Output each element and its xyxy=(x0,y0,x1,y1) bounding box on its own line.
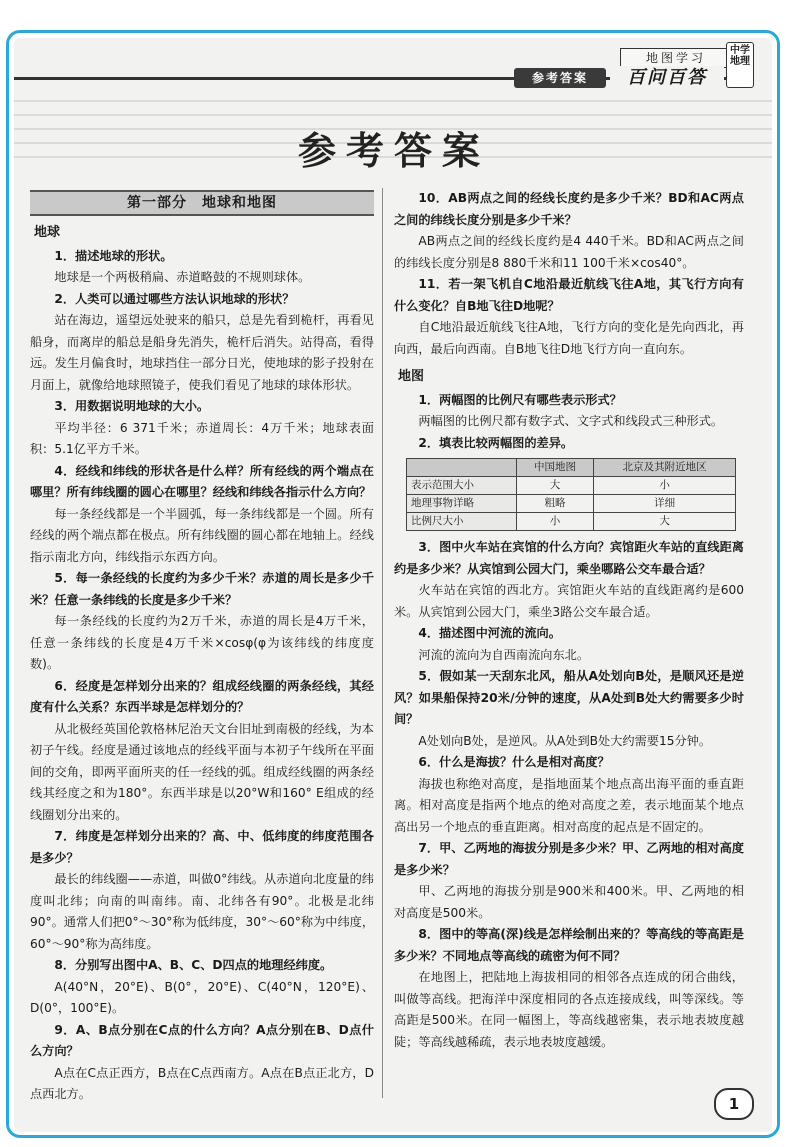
answer-text: 最长的纬线圈——赤道，叫做0°纬线。从赤道向北度量的纬度叫北纬；向南的叫南纬。南、北纬各有90°。北极是北纬90°。通常人们把0°～30°称为低纬度，30°～60°称为中纬度，60°～90°称为高纬度。 xyxy=(30,872,375,951)
question-text: 7．纬度是怎样划分出来的？高、中、低纬度的纬度范围各是多少？ xyxy=(30,829,374,865)
section-heading: 地球 xyxy=(34,225,61,240)
question-text: 3．图中火车站在宾馆的什么方向？宾馆距火车站的直线距离约是多少米？从宾馆到公园大门，乘坐哪路公交车最合适？ xyxy=(394,540,744,576)
question-text: 8．图中的等高(深)线是怎样绘制出来的？等高线的等高距是多少米？不同地点等高线的疏密为何不同？ xyxy=(394,927,744,963)
answer-text: 自C地沿最近航线飞往A地，飞行方向的变化是先向西北，再向西，最后向西南。自B地飞往D地飞行方向一直向东。 xyxy=(394,320,744,356)
left-column xyxy=(30,190,374,1106)
brand-title: 百问百答 xyxy=(610,66,724,90)
question-text: 7．甲、乙两地的海拔分别是多少米？甲、乙两地的相对高度是多少米？ xyxy=(394,841,744,877)
question-text: 6．什么是海拔？什么是相对高度？ xyxy=(418,755,610,769)
table-cell: 比例尺大小 xyxy=(407,513,517,531)
question-text: 9．A、B点分别在C点的什么方向？A点分别在B、D点什么方向？ xyxy=(30,1022,374,1058)
answer-text: 地球是一个两极稍扁、赤道略鼓的不规则球体。 xyxy=(54,270,311,284)
answer-text: 甲、乙两地的海拔分别是900米和400米。甲、乙两地的相对高度是500米。 xyxy=(394,884,744,920)
question-text: 2．填表比较两幅图的差异。 xyxy=(418,435,574,450)
question-text: 8．分别写出图中A、B、C、D四点的地理经纬度。 xyxy=(54,958,333,972)
comparison-table xyxy=(406,458,736,531)
answer-text: 从北极经英国伦敦格林尼治天文台旧址到南极的经线，为本初子午线。经度是通过该地点的经线平面与本初子午线所在平面间的交角，即两平面所夹的任一经线的弧。组成经线圈的两条经线其经度之和为180°。东西半球是以20°W和160° E组成的经线圈划分出来的。 xyxy=(30,721,374,822)
answer-tag: 参考答案 xyxy=(514,68,606,88)
table-row xyxy=(407,495,736,513)
section-heading: 地图 xyxy=(398,369,425,384)
book-page xyxy=(14,38,772,1132)
question-text: 4．描述图中河流的流向。 xyxy=(418,626,561,640)
question-text: 11．若一架飞机自C地沿最近航线飞往A地，其飞行方向有什么变化？自B地飞往D地呢？ xyxy=(394,277,744,313)
table-cell: 小 xyxy=(516,513,594,531)
answer-text: 在地图上，把陆地上海拔相同的相邻各点连成的闭合曲线，叫做等高线。把海洋中深度相同的各点连接成线，叫等深线。等高距是500米。在同一幅图上，等高线越密集，表示地表坡度越陡；等高线越稀疏，表示地表坡度越缓。 xyxy=(394,970,744,1049)
answer-text: 两幅图的比例尺都有数字式、文字式和线段式三种形式。 xyxy=(418,414,724,428)
question-text: 6．经度是怎样划分出来的？组成经线圈的两条经线，其经度有什么关系？东西半球是怎样划分的？ xyxy=(30,678,374,714)
question-text: 5．每一条经线的长度约为多少千米？赤道的周长是多少千米？任意一条纬线的长度是多少千米？ xyxy=(30,571,374,607)
answer-text: 平均半径：6 371千米；赤道周长：4万千米；地球表面积：5.1亿平方千米。 xyxy=(30,420,374,456)
answer-text: 河流的流向为自西南流向东北。 xyxy=(418,647,590,662)
right-paragraphs-mid xyxy=(394,390,744,455)
table-cell: 大 xyxy=(516,477,594,495)
answer-text: 站在海边，遥望远处驶来的船只，总是先看到桅杆，再看见船身，而离岸的船总是船身先消失，桅杆后消失。站得高，看得远。发生月偏食时，地球挡住一部分日光，使地球的影子投射在月面上，就像给地球照镜子，使我们看见了地球的球体形状。 xyxy=(30,313,374,392)
table-header-cell: 中国地图 xyxy=(516,459,594,477)
right-column xyxy=(394,188,744,1053)
table-header-cell: 北京及其附近地区 xyxy=(594,459,736,477)
answer-text: 火车站在宾馆的西北方。宾馆距火车站的直线距离约是600米。从宾馆到公园大门，乘坐3路公交车最合适。 xyxy=(394,583,744,619)
table-cell: 小 xyxy=(594,477,736,495)
table-row xyxy=(407,513,736,531)
table-header-row xyxy=(407,459,736,477)
answer-text: A处划向B处，是逆风。从A处到B处大约需要15分钟。 xyxy=(418,733,712,748)
table-cell: 大 xyxy=(594,513,736,531)
answer-text: 每一条经线都是一个半圆弧，每一条纬线都是一个圆。所有经线的两个端点都在极点。所有纬线圈的圆心都在地轴上。经线指示南北方向，纬线指示东西方向。 xyxy=(30,506,374,564)
page-number: 1 xyxy=(714,1088,754,1120)
table-body xyxy=(407,477,736,531)
column-divider xyxy=(382,188,383,1098)
answer-text: 每一条经线的长度约为2万千米，赤道的周长是4万千米，任意一条纬线的长度是4万千米×cosφ(φ为该纬线的纬度度数)。 xyxy=(30,614,374,671)
subject-badge: 中学地理 xyxy=(726,42,754,88)
question-text: 2．人类可以通过哪些方法认识地球的形状？ xyxy=(54,291,295,306)
table-cell: 详细 xyxy=(594,495,736,513)
right-paragraphs-bottom xyxy=(394,537,744,1053)
left-paragraphs xyxy=(30,246,374,1106)
question-text: 4．经线和纬线的形状各是什么样？所有经线的两个端点在哪里？所有纬线圈的圆心在哪里？经线和纬线各指示什么方向？ xyxy=(30,463,374,499)
table-row xyxy=(407,477,736,495)
question-text: 10．AB两点之间的经线长度约是多少千米？BD和AC两点之间的纬线长度分别是多少千米？ xyxy=(394,191,744,227)
question-text: 1．描述地球的形状。 xyxy=(54,248,173,263)
answer-text: AB两点之间的经线长度约是4 440千米。BD和AC两点之间的纬线长度分别是8 880千米和11 100千米×cos40°。 xyxy=(394,234,744,270)
page-title: 参考答案 xyxy=(297,129,490,173)
table-cell: 地理事物详略 xyxy=(407,495,517,513)
table-cell: 表示范围大小 xyxy=(407,477,517,495)
question-text: 3．用数据说明地球的大小。 xyxy=(54,399,210,413)
table-cell: 粗略 xyxy=(516,495,594,513)
question-text: 5．假如某一天刮东北风，船从A处划向B处，是顺风还是逆风？如果船保持20米/分钟的速度，从A处到B处大约需要多少时间？ xyxy=(394,669,744,726)
answer-text: A(40°N，20°E)、B(0°，20°E)、C(40°N，120°E)、D(0°，100°E)。 xyxy=(30,979,374,1015)
question-text: 1．两幅图的比例尺有哪些表示形式？ xyxy=(418,392,622,407)
answer-text: 海拔也称绝对高度，是指地面某个地点高出海平面的垂直距离。相对高度是指两个地点的绝对高度之差，表示地面某个地点高出另一个地点的垂直距离。相对高度的起点是不固定的。 xyxy=(394,776,744,834)
part-title: 第一部分 地球和地图 xyxy=(30,190,374,216)
right-paragraphs-top xyxy=(394,188,744,360)
series-label: 地图学习 xyxy=(620,48,732,68)
answer-text: A点在C点正西方，B点在C点西南方。A点在B点正北方，D点西北方。 xyxy=(30,1065,374,1101)
table-header-cell xyxy=(407,459,517,477)
